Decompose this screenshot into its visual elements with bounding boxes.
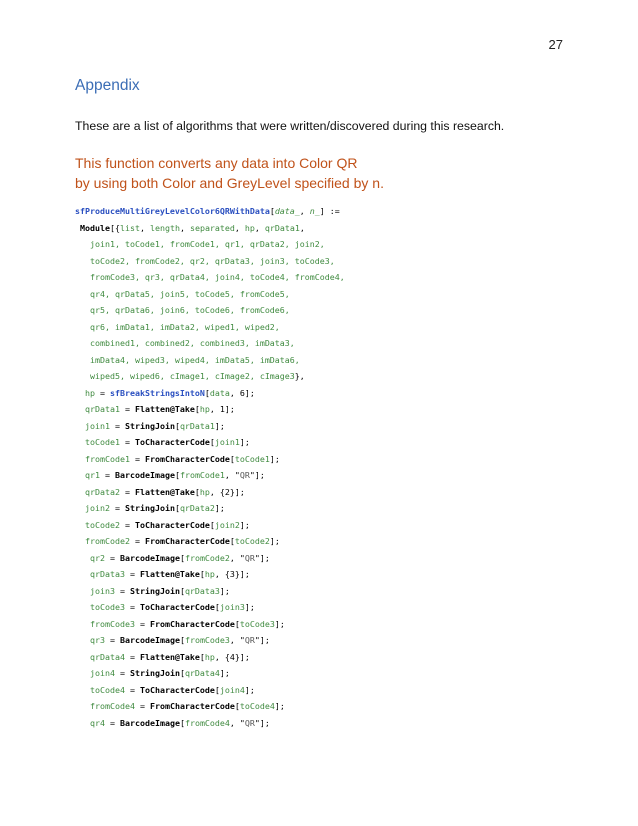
code-token: , bbox=[179, 222, 190, 233]
code-token: ]; bbox=[244, 684, 255, 695]
code-token: ]; bbox=[219, 668, 230, 678]
code-token: fromCode3 bbox=[184, 635, 230, 645]
code-token: = bbox=[134, 618, 150, 629]
code-token: join2 bbox=[85, 503, 110, 513]
code-token: ]; bbox=[239, 437, 250, 447]
code-token: qr6, imData1, imData2, wiped1, wiped2, bbox=[75, 321, 280, 332]
code-token: toCode3 bbox=[239, 618, 275, 629]
code-token bbox=[75, 668, 90, 678]
code-token: = bbox=[129, 453, 145, 464]
function-description bbox=[75, 153, 384, 193]
code-token: hp bbox=[204, 651, 215, 662]
code-listing bbox=[75, 203, 345, 731]
code-token bbox=[75, 388, 85, 398]
code-token: toCode1 bbox=[85, 437, 120, 447]
appendix-heading: Appendix bbox=[75, 77, 140, 94]
code-token: ]; bbox=[274, 618, 285, 629]
code-token: = bbox=[114, 585, 130, 596]
code-token: data bbox=[209, 387, 230, 398]
code-token: [ bbox=[204, 387, 210, 398]
code-token bbox=[75, 635, 90, 645]
code-token: Flatten@Take bbox=[134, 404, 195, 414]
code-line bbox=[75, 286, 345, 303]
code-token: = bbox=[105, 635, 120, 645]
code-token: [ bbox=[209, 437, 215, 447]
code-line bbox=[75, 203, 345, 220]
code-token: QR bbox=[244, 552, 255, 563]
code-token: join1 bbox=[85, 420, 110, 431]
code-token: fromCode2 bbox=[184, 552, 230, 563]
code-token: hp bbox=[199, 486, 210, 497]
code-token: ]; bbox=[269, 536, 280, 546]
code-token: [ bbox=[174, 420, 180, 431]
code-token: qrData1 bbox=[85, 404, 120, 414]
code-token: qr4, qrData5, join5, toCode5, fromCode5, bbox=[75, 288, 290, 299]
code-token: , bbox=[139, 222, 150, 233]
code-token: wiped5, wiped6, cImage1, cImage2, cImage3 bbox=[75, 371, 295, 381]
code-token: qrData2 bbox=[85, 486, 120, 497]
code-token: fromCode1 bbox=[85, 453, 130, 464]
code-token: ]; bbox=[274, 701, 285, 711]
code-token: }, bbox=[294, 371, 305, 381]
code-line bbox=[75, 698, 345, 715]
code-token: qr4 bbox=[90, 717, 105, 728]
code-token bbox=[75, 404, 85, 414]
code-token bbox=[75, 437, 85, 447]
code-token: , bbox=[299, 222, 305, 233]
code-line bbox=[75, 682, 345, 699]
code-token: [ bbox=[174, 503, 180, 513]
code-token: ]; bbox=[214, 420, 225, 431]
code-token: qr1 bbox=[85, 470, 100, 480]
code-token: [ bbox=[179, 668, 185, 678]
code-token: ]; bbox=[239, 519, 250, 530]
code-line bbox=[75, 715, 345, 732]
code-line bbox=[75, 434, 345, 451]
code-line bbox=[75, 517, 345, 534]
code-token: [ bbox=[174, 470, 180, 480]
intro-paragraph: These are a list of algorithms that were written/discovered during this research. bbox=[75, 119, 505, 133]
code-token: = bbox=[119, 437, 135, 447]
code-token: StringJoin bbox=[129, 668, 180, 678]
code-token: = bbox=[124, 602, 140, 612]
code-token: ToCharacterCode bbox=[134, 437, 210, 447]
code-token: Flatten@Take bbox=[139, 651, 200, 662]
code-token: fromCode3 bbox=[90, 618, 135, 629]
code-token: = bbox=[124, 569, 140, 579]
code-token: toCode4 bbox=[239, 701, 275, 711]
code-token: toCode3 bbox=[90, 602, 125, 612]
code-token: "]; bbox=[254, 635, 270, 645]
code-token: , 6]; bbox=[229, 387, 255, 398]
code-token: [ bbox=[209, 519, 215, 530]
code-token: join4 bbox=[219, 684, 245, 695]
code-token: = bbox=[114, 668, 130, 678]
code-token: QR bbox=[239, 470, 250, 480]
code-token: = bbox=[109, 420, 125, 431]
code-token: [ bbox=[179, 552, 185, 563]
code-token bbox=[75, 421, 85, 431]
code-token: ]; bbox=[219, 585, 230, 596]
code-token: join3 bbox=[219, 602, 245, 612]
code-line bbox=[75, 467, 345, 484]
code-token: list bbox=[119, 222, 140, 233]
code-token: qrData1 bbox=[179, 420, 215, 431]
code-line bbox=[75, 418, 345, 435]
code-token: StringJoin bbox=[129, 585, 180, 596]
code-line bbox=[75, 632, 345, 649]
code-token: [ bbox=[234, 701, 240, 711]
code-token bbox=[75, 520, 85, 530]
code-token: separated bbox=[189, 222, 235, 233]
code-token: [ bbox=[194, 486, 200, 497]
code-token bbox=[75, 602, 90, 612]
code-token: n_ bbox=[309, 206, 320, 216]
code-line bbox=[75, 451, 345, 468]
code-line bbox=[75, 220, 345, 237]
code-token: join1 bbox=[214, 437, 240, 447]
code-line bbox=[75, 385, 345, 402]
code-token: ToCharacterCode bbox=[139, 602, 215, 612]
code-token: qr5, qrData6, join6, toCode6, fromCode6, bbox=[75, 305, 290, 315]
code-line bbox=[75, 269, 345, 286]
function-description-line: by using both Color and GreyLevel specified by n. bbox=[75, 175, 384, 191]
code-token: ToCharacterCode bbox=[134, 519, 210, 530]
code-token: , {3}]; bbox=[214, 569, 250, 579]
function-description-line: This function converts any data into Color QR bbox=[75, 155, 358, 171]
code-token: ]; bbox=[269, 453, 280, 464]
code-token: = bbox=[119, 404, 135, 414]
code-token bbox=[75, 454, 85, 464]
code-token: , " bbox=[229, 717, 245, 728]
code-token: "]; bbox=[254, 552, 270, 563]
code-token: , " bbox=[229, 552, 245, 563]
code-line bbox=[75, 500, 345, 517]
code-token bbox=[75, 685, 90, 695]
code-token: hp bbox=[244, 222, 255, 233]
code-token: toCode1 bbox=[234, 453, 270, 464]
code-token: = bbox=[124, 651, 140, 662]
code-token: , 1]; bbox=[209, 404, 235, 414]
code-token bbox=[75, 487, 85, 497]
code-token: [ bbox=[229, 536, 235, 546]
code-token: hp bbox=[85, 387, 95, 398]
code-line bbox=[75, 319, 345, 336]
code-token: = bbox=[134, 701, 150, 711]
code-token: fromCode3, qr3, qrData4, join4, toCode4, fromCode4, bbox=[75, 272, 345, 282]
code-token: StringJoin bbox=[124, 503, 175, 513]
code-token: data_ bbox=[274, 206, 300, 216]
code-token: toCode2 bbox=[85, 519, 120, 530]
code-token: qrData2 bbox=[179, 503, 215, 513]
code-token: [ bbox=[179, 585, 185, 596]
code-line bbox=[75, 583, 345, 600]
code-token: , " bbox=[229, 635, 245, 645]
code-token: [ bbox=[214, 602, 220, 612]
code-token bbox=[75, 652, 90, 662]
code-token: combined1, combined2, combined3, imData3, bbox=[75, 338, 295, 348]
code-token bbox=[75, 503, 85, 513]
code-line bbox=[75, 566, 345, 583]
code-token: , {2}]; bbox=[209, 486, 245, 497]
code-line bbox=[75, 665, 345, 682]
code-token bbox=[75, 701, 90, 711]
code-token: , " bbox=[224, 470, 240, 480]
code-token bbox=[75, 619, 90, 629]
code-token: = bbox=[100, 470, 115, 480]
code-token: = bbox=[119, 519, 135, 530]
code-token: BarcodeImage bbox=[120, 717, 180, 728]
code-line bbox=[75, 236, 345, 253]
code-token: join1, toCode1, fromCode1, qr1, qrData2, join2, bbox=[75, 239, 325, 249]
code-token bbox=[75, 586, 90, 596]
code-line bbox=[75, 550, 345, 567]
code-token: Flatten@Take bbox=[134, 486, 195, 497]
code-line bbox=[75, 599, 345, 616]
code-token: qr3 bbox=[90, 635, 105, 645]
code-token: = bbox=[95, 387, 110, 398]
code-token: [ bbox=[194, 404, 200, 414]
code-token bbox=[75, 536, 85, 546]
code-token: , {4}]; bbox=[214, 651, 250, 662]
code-token: join4 bbox=[90, 668, 115, 678]
code-token: imData4, wiped3, wiped4, imData5, imData6, bbox=[75, 354, 300, 365]
code-token: = bbox=[109, 503, 125, 513]
code-token: [ bbox=[199, 569, 205, 579]
code-token: hp bbox=[204, 569, 215, 579]
code-token: fromCode4 bbox=[184, 717, 230, 728]
code-token: fromCode1 bbox=[179, 470, 225, 480]
code-token: [ bbox=[179, 635, 185, 645]
code-token: toCode4 bbox=[90, 684, 125, 695]
code-line bbox=[75, 302, 345, 319]
code-token: = bbox=[124, 684, 140, 695]
code-token: BarcodeImage bbox=[120, 552, 180, 563]
code-token: = bbox=[129, 536, 145, 546]
code-token: , bbox=[234, 222, 245, 233]
code-token bbox=[75, 569, 90, 579]
code-token: [ bbox=[179, 717, 185, 728]
code-token: "]; bbox=[249, 470, 265, 480]
code-token: sfProduceMultiGreyLevelColor6QRWithData bbox=[75, 206, 270, 216]
code-token: = bbox=[105, 717, 120, 728]
code-token: [ bbox=[199, 651, 205, 662]
code-token: FromCharacterCode bbox=[144, 536, 230, 546]
code-token: ]; bbox=[214, 503, 225, 513]
code-token: FromCharacterCode bbox=[144, 453, 230, 464]
code-token: qrData3 bbox=[90, 569, 125, 579]
code-line bbox=[75, 484, 345, 501]
code-token: ToCharacterCode bbox=[139, 684, 215, 695]
code-token: = bbox=[105, 552, 120, 563]
code-token: = bbox=[119, 486, 135, 497]
code-token: , bbox=[299, 206, 310, 216]
code-token: qr2 bbox=[90, 552, 105, 563]
code-token: "]; bbox=[254, 717, 270, 728]
code-token: length bbox=[149, 222, 180, 233]
code-token: QR bbox=[244, 717, 255, 728]
code-token: qrData4 bbox=[90, 651, 125, 662]
code-token bbox=[75, 553, 90, 563]
code-token: join2 bbox=[214, 519, 240, 530]
code-token: StringJoin bbox=[124, 420, 175, 431]
code-token: [ bbox=[234, 618, 240, 629]
page-number: 27 bbox=[548, 37, 563, 52]
code-token: [ bbox=[214, 684, 220, 695]
code-token: qrData4 bbox=[184, 668, 220, 678]
code-token: toCode2 bbox=[234, 536, 270, 546]
code-line bbox=[75, 533, 345, 550]
code-token: hp bbox=[199, 404, 210, 414]
code-token: ]; bbox=[244, 602, 255, 612]
code-token: qrData3 bbox=[184, 585, 220, 596]
code-line bbox=[75, 649, 345, 666]
code-token: ] := bbox=[319, 206, 340, 216]
code-token: [{ bbox=[109, 222, 120, 233]
code-token: FromCharacterCode bbox=[149, 701, 235, 711]
code-token: join3 bbox=[90, 585, 115, 596]
code-line bbox=[75, 253, 345, 270]
code-token bbox=[75, 718, 90, 728]
code-line bbox=[75, 616, 345, 633]
code-token: fromCode4 bbox=[90, 701, 135, 711]
code-token bbox=[75, 470, 85, 480]
code-token: qrData1 bbox=[264, 222, 300, 233]
code-token: , bbox=[254, 222, 265, 233]
code-token: BarcodeImage bbox=[115, 470, 175, 480]
code-token: Module bbox=[80, 222, 110, 233]
code-token: Flatten@Take bbox=[139, 569, 200, 579]
code-token: FromCharacterCode bbox=[149, 618, 235, 629]
code-token: [ bbox=[269, 206, 275, 216]
code-token: fromCode2 bbox=[85, 536, 130, 546]
code-line bbox=[75, 335, 345, 352]
code-token: QR bbox=[244, 635, 255, 645]
code-line bbox=[75, 368, 345, 385]
code-token: BarcodeImage bbox=[120, 635, 180, 645]
code-token: toCode2, fromCode2, qr2, qrData3, join3, toCode3, bbox=[75, 255, 335, 266]
code-token: sfBreakStringsIntoN bbox=[110, 387, 205, 398]
code-line bbox=[75, 352, 345, 369]
code-line bbox=[75, 401, 345, 418]
code-token: [ bbox=[229, 453, 235, 464]
